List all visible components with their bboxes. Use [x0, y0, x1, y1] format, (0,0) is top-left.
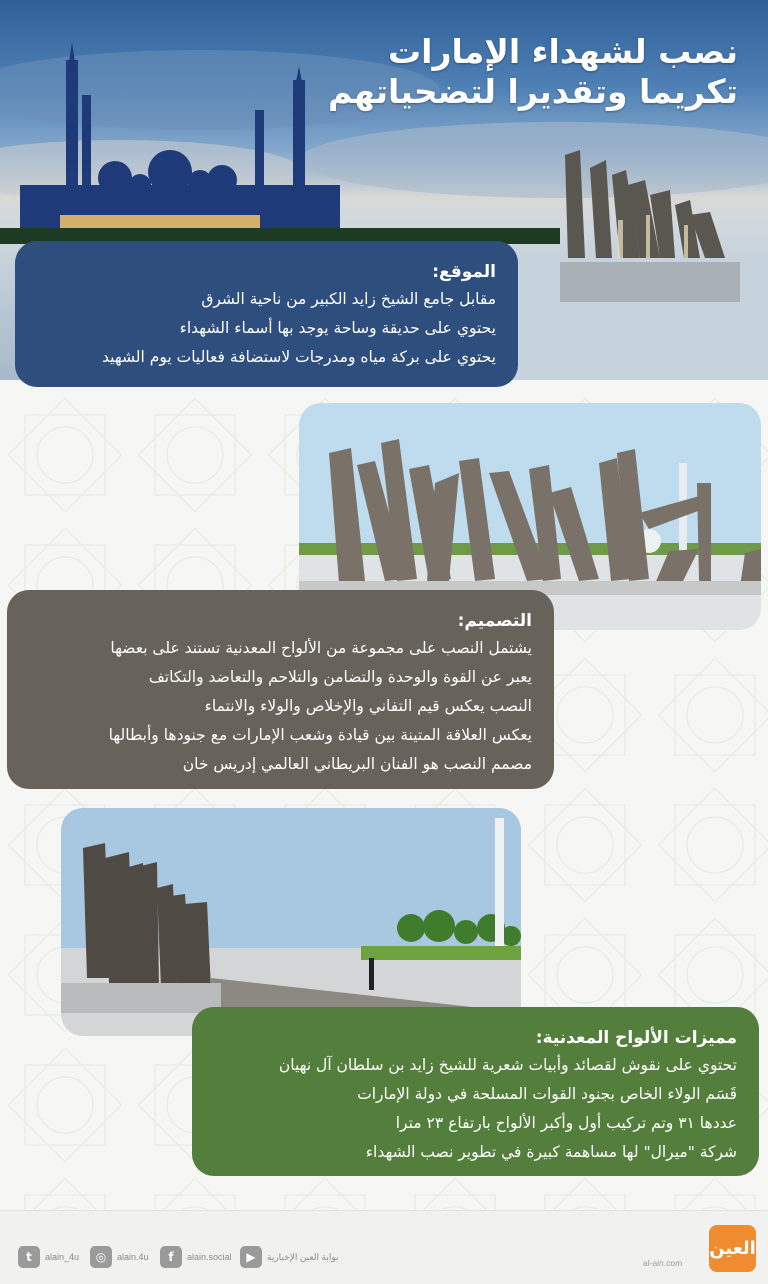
facebook-link[interactable]: [160, 1243, 232, 1271]
location-line: مقابل جامع الشيخ زايد الكبير من ناحية الشرق: [201, 290, 496, 308]
design-heading: التصميم:: [457, 611, 532, 631]
design-box: [7, 590, 554, 789]
design-line: النصب يعكس قيم التفاني والإخلاص والولاء والانتماء: [204, 697, 532, 715]
features-line: تحتوي على نقوش لقصائد وأبيات شعرية للشيخ زايد بن سلطان آل نهيان: [278, 1056, 737, 1074]
design-line: مصمم النصب هو الفنان البريطاني العالمي إدريس خان: [182, 755, 532, 773]
youtube-icon: ▶: [240, 1246, 262, 1268]
instagram-link[interactable]: [90, 1243, 149, 1271]
features-heading: مميزات الألواح المعدنية:: [535, 1028, 737, 1048]
features-box: [192, 1007, 759, 1176]
instagram-handle: alain.4u: [117, 1252, 149, 1262]
location-line: يحتوي على بركة مياه ومدرجات لاستضافة فعاليات يوم الشهيد: [102, 348, 496, 366]
facebook-icon: f: [160, 1246, 182, 1268]
twitter-handle: alain_4u: [45, 1252, 80, 1262]
instagram-icon: ◎: [90, 1246, 112, 1268]
location-heading: الموقع:: [432, 262, 496, 282]
features-line: شركة "ميرال" لها مساهمة كبيرة في تطوير نصب الشهداء: [365, 1143, 737, 1161]
location-line: يحتوي على حديقة وساحة يوجد بها أسماء الشهداء: [179, 319, 496, 337]
title-line-1: نصب لشهداء الإمارات: [388, 32, 738, 71]
youtube-channel: بوابة العين الإخبارية: [267, 1251, 339, 1262]
facebook-handle: alain.social: [187, 1252, 232, 1262]
title-line-2: تكريما وتقديرا لتضحياتهم: [327, 72, 738, 111]
features-line: عددها ٣١ وتم تركيب أول وأكبر الألواح بارتفاع ٢٣ مترا: [395, 1114, 737, 1132]
monument-photo-side: [61, 808, 521, 1036]
location-box: [15, 241, 518, 387]
youtube-link[interactable]: [240, 1243, 338, 1271]
twitter-link[interactable]: [18, 1243, 79, 1271]
features-line: قَسَم الولاء الخاص بجنود القوات المسلحة في دولة الإمارات: [357, 1085, 737, 1103]
al-ain-logo: العين: [709, 1225, 756, 1272]
design-line: يعكس العلاقة المتينة بين قيادة وشعب الإمارات مع جنودها وأبطالها: [108, 726, 532, 744]
design-line: يعبر عن القوة والوحدة والتضامن والتلاحم والتعاضد والتكاتف: [148, 668, 532, 686]
design-line: يشتمل النصب على مجموعة من الألواح المعدنية تستند على بعضها: [110, 639, 532, 657]
site-url[interactable]: al-ain.com: [643, 1258, 683, 1268]
twitter-icon: t: [18, 1246, 40, 1268]
